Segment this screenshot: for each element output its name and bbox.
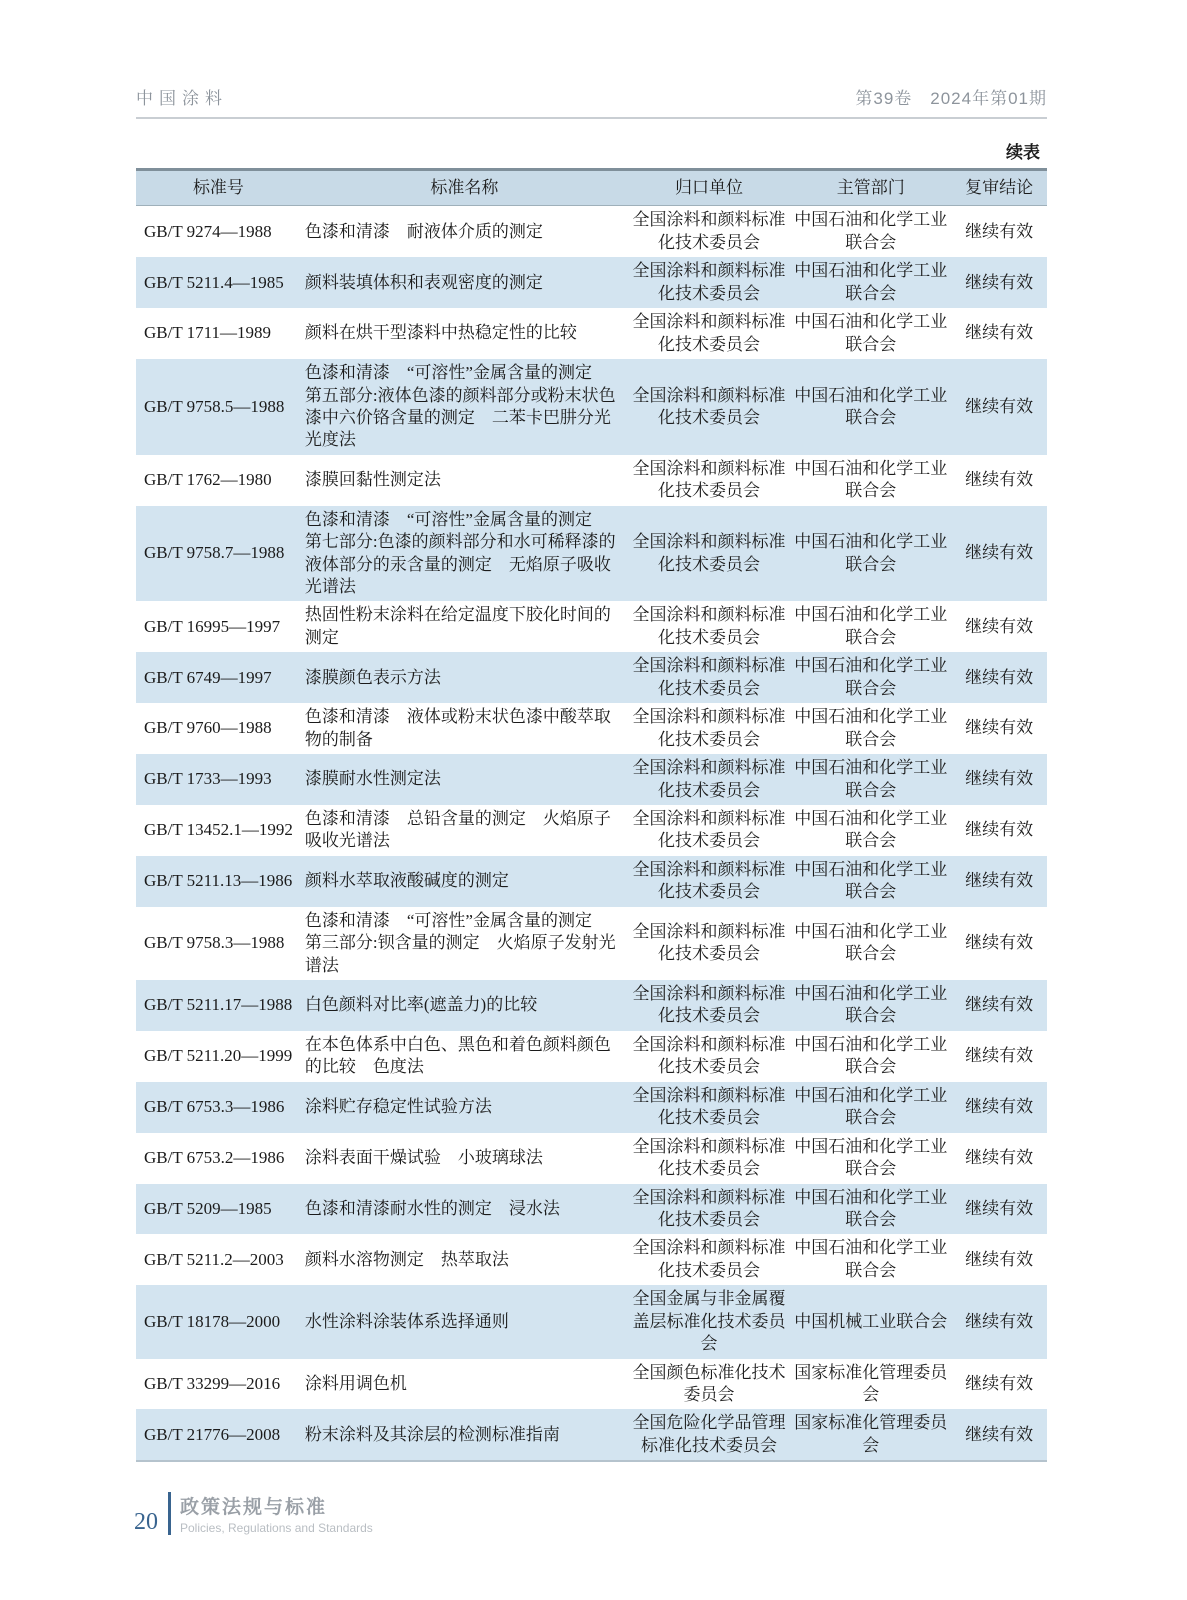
centralized-unit-cell: 全国涂料和颜料标准化技术委员会 [632, 210, 786, 252]
table-row [136, 805, 1047, 856]
centralized-unit-cell: 全国涂料和颜料标准化技术委员会 [632, 532, 786, 574]
standard-name-cell: 颜料水溶物测定 热萃取法 [304, 1249, 509, 1269]
standard-number-cell: GB/T 9758.7—1988 [144, 543, 285, 563]
centralized-unit-cell: 全国涂料和颜料标准化技术委员会 [632, 458, 786, 501]
column-header-centralized-unit: 归口单位 [628, 170, 790, 206]
centralized-unit-cell: 全国涂料和颜料标准化技术委员会 [632, 1238, 786, 1280]
standard-name-cell: 涂料表面干燥试验 小玻璃球法 [304, 1147, 543, 1167]
table-row [136, 455, 1047, 506]
centralized-unit-cell: 全国涂料和颜料标准化技术委员会 [632, 984, 786, 1026]
standard-number-cell: GB/T 9274—1988 [144, 221, 272, 241]
standards-table-body [136, 206, 1047, 1461]
authority-cell: 中国石油和化学工业联合会 [794, 312, 948, 354]
standard-name-cell: 漆膜耐水性测定法 [304, 769, 441, 789]
standard-number-cell: GB/T 9758.5—1988 [144, 396, 285, 416]
review-conclusion-cell: 继续有效 [965, 1046, 1034, 1066]
authority-cell: 中国石油和化学工业联合会 [794, 921, 948, 964]
centralized-unit-cell: 全国涂料和颜料标准化技术委员会 [632, 859, 786, 902]
centralized-unit-cell: 全国涂料和颜料标准化技术委员会 [632, 261, 786, 303]
table-row [136, 308, 1047, 359]
authority-cell: 中国石油和化学工业联合会 [794, 1034, 948, 1077]
authority-cell: 中国石油和化学工业联合会 [794, 532, 948, 574]
column-header-authority: 主管部门 [790, 170, 951, 206]
table-row [136, 506, 1047, 602]
authority-cell: 国家标准化管理委员会 [794, 1362, 948, 1404]
authority-cell: 中国石油和化学工业联合会 [794, 210, 948, 252]
standard-name-cell: 漆膜颜色表示方法 [304, 667, 441, 687]
authority-cell: 中国石油和化学工业联合会 [794, 458, 948, 501]
authority-cell: 中国石油和化学工业联合会 [794, 656, 948, 698]
standards-table [136, 168, 1047, 1462]
review-conclusion-cell: 继续有效 [965, 616, 1034, 636]
table-row [136, 1234, 1047, 1285]
centralized-unit-cell: 全国颜色标准化技术委员会 [632, 1362, 786, 1404]
review-conclusion-cell: 继续有效 [965, 1147, 1034, 1167]
table-row [136, 601, 1047, 652]
standard-number-cell: GB/T 5211.4—1985 [144, 272, 284, 292]
authority-cell: 中国石油和化学工业联合会 [794, 707, 948, 749]
table-row [136, 1184, 1047, 1235]
standard-name-cell: 色漆和清漆 耐液体介质的测定 [304, 221, 543, 241]
authority-cell: 中国石油和化学工业联合会 [794, 1085, 948, 1128]
standard-name-cell: 涂料贮存稳定性试验方法 [304, 1096, 492, 1116]
standard-number-cell: GB/T 1733—1993 [144, 769, 272, 789]
standard-number-cell: GB/T 5211.13—1986 [144, 871, 293, 891]
table-row [136, 1409, 1047, 1461]
table-row [136, 359, 1047, 455]
review-conclusion-cell: 继续有效 [965, 718, 1034, 738]
running-head [136, 84, 1047, 119]
review-conclusion-cell: 继续有效 [965, 470, 1034, 490]
standard-number-cell: GB/T 5211.2—2003 [144, 1249, 284, 1269]
review-conclusion-cell: 继续有效 [965, 221, 1034, 241]
standard-name-cell: 色漆和清漆 “可溶性”金属含量的测定 第三部分:钡含量的测定 火焰原子发射光谱法 [304, 910, 616, 975]
standard-name-cell: 在本色体系中白色、黑色和着色颜料颜色的比较 色度法 [304, 1034, 611, 1077]
centralized-unit-cell: 全国涂料和颜料标准化技术委员会 [632, 921, 786, 964]
table-row [136, 257, 1047, 308]
standard-number-cell: GB/T 5211.20—1999 [144, 1046, 293, 1066]
standard-name-cell: 水性涂料涂装体系选择通则 [304, 1311, 509, 1331]
table-row [136, 1031, 1047, 1082]
standard-number-cell: GB/T 9760—1988 [144, 718, 272, 738]
review-conclusion-cell: 继续有效 [965, 272, 1034, 292]
review-conclusion-cell: 继续有效 [965, 323, 1034, 343]
review-conclusion-cell: 继续有效 [965, 543, 1034, 563]
table-row [136, 206, 1047, 257]
review-conclusion-cell: 继续有效 [965, 1249, 1034, 1269]
table-row [136, 856, 1047, 907]
authority-cell: 中国石油和化学工业联合会 [794, 1136, 948, 1179]
table-row [136, 1133, 1047, 1184]
page-number: 20 [134, 1508, 158, 1535]
standard-number-cell: GB/T 21776—2008 [144, 1424, 281, 1444]
authority-cell: 中国石油和化学工业联合会 [794, 1187, 948, 1229]
authority-cell: 中国石油和化学工业联合会 [794, 1238, 948, 1280]
table-row [136, 652, 1047, 703]
centralized-unit-cell: 全国金属与非金属覆盖层标准化技术委员会 [632, 1289, 786, 1354]
authority-cell: 中国石油和化学工业联合会 [794, 859, 948, 902]
page-footer [134, 1492, 373, 1535]
centralized-unit-cell: 全国涂料和颜料标准化技术委员会 [632, 808, 786, 851]
standard-name-cell: 色漆和清漆 液体或粉末状色漆中酸萃取物的制备 [304, 707, 611, 749]
standard-name-cell: 颜料在烘干型漆料中热稳定性的比较 [304, 323, 577, 343]
table-row [136, 754, 1047, 805]
standard-number-cell: GB/T 6753.3—1986 [144, 1096, 285, 1116]
centralized-unit-cell: 全国涂料和颜料标准化技术委员会 [632, 1034, 786, 1077]
authority-cell: 中国石油和化学工业联合会 [794, 261, 948, 303]
standard-name-cell: 热固性粉末涂料在给定温度下胶化时间的测定 [304, 605, 611, 647]
standard-number-cell: GB/T 13452.1—1992 [144, 820, 293, 840]
standard-name-cell: 颜料水萃取液酸碱度的测定 [304, 871, 509, 891]
standard-number-cell: GB/T 16995—1997 [144, 616, 281, 636]
review-conclusion-cell: 继续有效 [965, 820, 1034, 840]
standard-name-cell: 色漆和清漆 “可溶性”金属含量的测定 第五部分:液体色漆的颜料部分或粉末状色漆中六价铬含量的测定 二苯卡巴肼分光光度法 [304, 363, 616, 450]
table-header [136, 170, 1047, 206]
standard-number-cell: GB/T 18178—2000 [144, 1311, 281, 1331]
standard-name-cell: 粉末涂料及其涂层的检测标准指南 [304, 1424, 560, 1444]
centralized-unit-cell: 全国涂料和颜料标准化技术委员会 [632, 1085, 786, 1128]
centralized-unit-cell: 全国涂料和颜料标准化技术委员会 [632, 707, 786, 749]
authority-cell: 中国石油和化学工业联合会 [794, 385, 948, 427]
centralized-unit-cell: 全国涂料和颜料标准化技术委员会 [632, 656, 786, 698]
standard-number-cell: GB/T 5209—1985 [144, 1198, 272, 1218]
review-conclusion-cell: 继续有效 [965, 769, 1034, 789]
centralized-unit-cell: 全国涂料和颜料标准化技术委员会 [632, 312, 786, 354]
centralized-unit-cell: 全国危险化学品管理标准化技术委员会 [632, 1413, 786, 1455]
standard-name-cell: 颜料装填体积和表观密度的测定 [304, 272, 543, 292]
continued-table-label: 续表 [1006, 143, 1040, 162]
standard-name-cell: 色漆和清漆 “可溶性”金属含量的测定 第七部分:色漆的颜料部分和水可稀释漆的液体部分的汞含量的测定 无焰原子吸收光谱法 [304, 509, 616, 596]
column-header-standard-name: 标准名称 [301, 170, 628, 206]
centralized-unit-cell: 全国涂料和颜料标准化技术委员会 [632, 605, 786, 647]
table-row [136, 980, 1047, 1031]
standard-name-cell: 漆膜回黏性测定法 [304, 470, 441, 490]
review-conclusion-cell: 继续有效 [965, 667, 1034, 687]
centralized-unit-cell: 全国涂料和颜料标准化技术委员会 [632, 758, 786, 800]
review-conclusion-cell: 继续有效 [965, 933, 1034, 953]
footer-section-subtitle: Policies, Regulations and Standards [180, 1521, 373, 1535]
review-conclusion-cell: 继续有效 [965, 1311, 1034, 1331]
footer-section-title: 政策法规与标准 [180, 1497, 328, 1518]
issue-info: 第39卷 2024年第01期 [855, 89, 1047, 108]
table-row [136, 703, 1047, 754]
journal-name: 中国涂料 [136, 89, 228, 108]
standard-number-cell: GB/T 1711—1989 [144, 323, 272, 343]
table-header-row [136, 170, 1047, 206]
standard-name-cell: 白色颜料对比率(遮盖力)的比较 [304, 995, 538, 1015]
column-header-standard-number: 标准号 [136, 170, 301, 206]
table-row [136, 1082, 1047, 1133]
standard-number-cell: GB/T 5211.17—1988 [144, 995, 293, 1015]
review-conclusion-cell: 继续有效 [965, 871, 1034, 891]
review-conclusion-cell: 继续有效 [965, 1424, 1034, 1444]
authority-cell: 中国机械工业联合会 [794, 1311, 948, 1331]
review-conclusion-cell: 继续有效 [965, 396, 1034, 416]
centralized-unit-cell: 全国涂料和颜料标准化技术委员会 [632, 1136, 786, 1179]
standard-number-cell: GB/T 6749—1997 [144, 667, 272, 687]
authority-cell: 中国石油和化学工业联合会 [794, 758, 948, 800]
standard-number-cell: GB/T 6753.2—1986 [144, 1147, 285, 1167]
standard-number-cell: GB/T 33299—2016 [144, 1373, 281, 1393]
footer-titles [180, 1492, 373, 1535]
review-conclusion-cell: 继续有效 [965, 1373, 1034, 1393]
centralized-unit-cell: 全国涂料和颜料标准化技术委员会 [632, 385, 786, 427]
table-row [136, 1285, 1047, 1358]
standard-number-cell: GB/T 1762—1980 [144, 470, 272, 490]
standard-name-cell: 色漆和清漆耐水性的测定 浸水法 [304, 1198, 560, 1218]
table-row [136, 1359, 1047, 1410]
standard-name-cell: 涂料用调色机 [304, 1373, 407, 1393]
authority-cell: 国家标准化管理委员会 [794, 1413, 948, 1455]
standard-number-cell: GB/T 9758.3—1988 [144, 933, 285, 953]
footer-divider-bar [168, 1492, 171, 1535]
review-conclusion-cell: 继续有效 [965, 1198, 1034, 1218]
authority-cell: 中国石油和化学工业联合会 [794, 605, 948, 647]
standard-name-cell: 色漆和清漆 总铅含量的测定 火焰原子吸收光谱法 [304, 808, 611, 851]
table-row [136, 907, 1047, 980]
centralized-unit-cell: 全国涂料和颜料标准化技术委员会 [632, 1187, 786, 1229]
authority-cell: 中国石油和化学工业联合会 [794, 984, 948, 1026]
review-conclusion-cell: 继续有效 [965, 995, 1034, 1015]
authority-cell: 中国石油和化学工业联合会 [794, 808, 948, 851]
column-header-review-conclusion: 复审结论 [951, 170, 1047, 206]
review-conclusion-cell: 继续有效 [965, 1096, 1034, 1116]
